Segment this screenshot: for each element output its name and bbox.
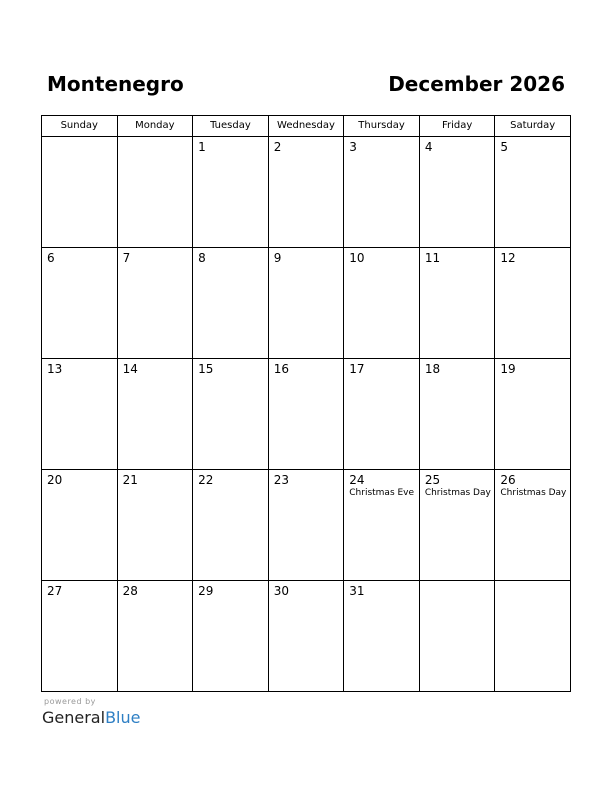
day-cell <box>419 137 495 248</box>
weekday-friday: Friday <box>419 116 495 137</box>
day-cell <box>42 359 118 470</box>
day-number: 8 <box>198 251 206 265</box>
day-cell <box>419 248 495 359</box>
brand-name-general: General <box>42 708 106 727</box>
country-title: Montenegro <box>47 72 184 96</box>
day-number: 31 <box>349 584 365 598</box>
day-cell <box>193 137 269 248</box>
day-number: 11 <box>424 251 441 265</box>
holiday-label: Christmas Eve <box>349 488 415 498</box>
day-cell <box>495 248 571 359</box>
day-cell <box>344 470 420 581</box>
day-cell <box>419 470 495 581</box>
day-cell <box>419 359 495 470</box>
day-number: 2 <box>273 140 282 154</box>
calendar-grid <box>41 115 571 692</box>
week-row <box>42 248 571 359</box>
day-cell <box>117 581 193 692</box>
week-row <box>42 359 571 470</box>
day-cell <box>117 137 193 248</box>
week-row <box>42 137 571 248</box>
day-number: 28 <box>122 584 138 598</box>
weekday-saturday: Saturday <box>495 116 571 137</box>
day-cell <box>495 137 571 248</box>
day-number: 25 <box>424 473 441 487</box>
day-cell <box>268 137 344 248</box>
brand-name-blue: Blue <box>105 708 141 727</box>
day-number: 12 <box>500 251 516 265</box>
week-row <box>42 581 571 692</box>
weekday-thursday: Thursday <box>344 116 420 137</box>
day-cell <box>268 581 344 692</box>
day-cell <box>193 581 269 692</box>
holiday-label: Christmas Day <box>424 488 491 498</box>
powered-by-label: powered by <box>44 697 96 706</box>
day-cell <box>495 359 571 470</box>
day-number: 3 <box>349 140 357 154</box>
day-number: 29 <box>198 584 214 598</box>
holiday-label: Christmas Day <box>500 488 567 498</box>
day-number: 7 <box>122 251 131 265</box>
day-cell <box>193 359 269 470</box>
day-cell <box>42 248 118 359</box>
day-number: 9 <box>273 251 282 265</box>
day-cell <box>193 470 269 581</box>
day-number: 21 <box>122 473 138 487</box>
day-cell <box>495 470 571 581</box>
day-number: 30 <box>273 584 289 598</box>
day-cell <box>495 581 571 692</box>
day-number: 4 <box>424 140 433 154</box>
day-cell <box>42 137 118 248</box>
day-cell <box>268 359 344 470</box>
day-number: 6 <box>47 251 55 265</box>
day-number: 27 <box>47 584 63 598</box>
day-number: 5 <box>500 140 509 154</box>
weekday-header-row <box>42 116 571 137</box>
day-number: 14 <box>122 362 138 376</box>
day-cell <box>344 248 420 359</box>
day-cell <box>268 470 344 581</box>
day-cell <box>268 248 344 359</box>
day-cell <box>117 248 193 359</box>
day-number: 20 <box>47 473 63 487</box>
day-number: 16 <box>273 362 289 376</box>
day-number: 18 <box>424 362 441 376</box>
brand-logo[interactable] <box>42 708 140 728</box>
day-number: 1 <box>198 140 206 154</box>
day-number: 15 <box>198 362 214 376</box>
day-number: 22 <box>198 473 214 487</box>
weekday-monday: Monday <box>117 116 193 137</box>
day-cell <box>344 581 420 692</box>
day-number: 13 <box>47 362 63 376</box>
day-number: 19 <box>500 362 516 376</box>
day-cell <box>117 359 193 470</box>
day-cell <box>419 581 495 692</box>
day-cell <box>117 470 193 581</box>
day-number: 17 <box>349 362 365 376</box>
day-number: 10 <box>349 251 365 265</box>
day-cell <box>344 359 420 470</box>
day-cell <box>344 137 420 248</box>
month-year-title: December 2026 <box>388 72 565 96</box>
weekday-wednesday: Wednesday <box>268 116 344 137</box>
day-cell <box>193 248 269 359</box>
day-cell <box>42 470 118 581</box>
day-number: 26 <box>500 473 516 487</box>
day-cell <box>42 581 118 692</box>
weekday-tuesday: Tuesday <box>193 116 269 137</box>
week-row <box>42 470 571 581</box>
day-number: 23 <box>273 473 289 487</box>
weekday-sunday: Sunday <box>42 116 118 137</box>
day-number: 24 <box>349 473 365 487</box>
